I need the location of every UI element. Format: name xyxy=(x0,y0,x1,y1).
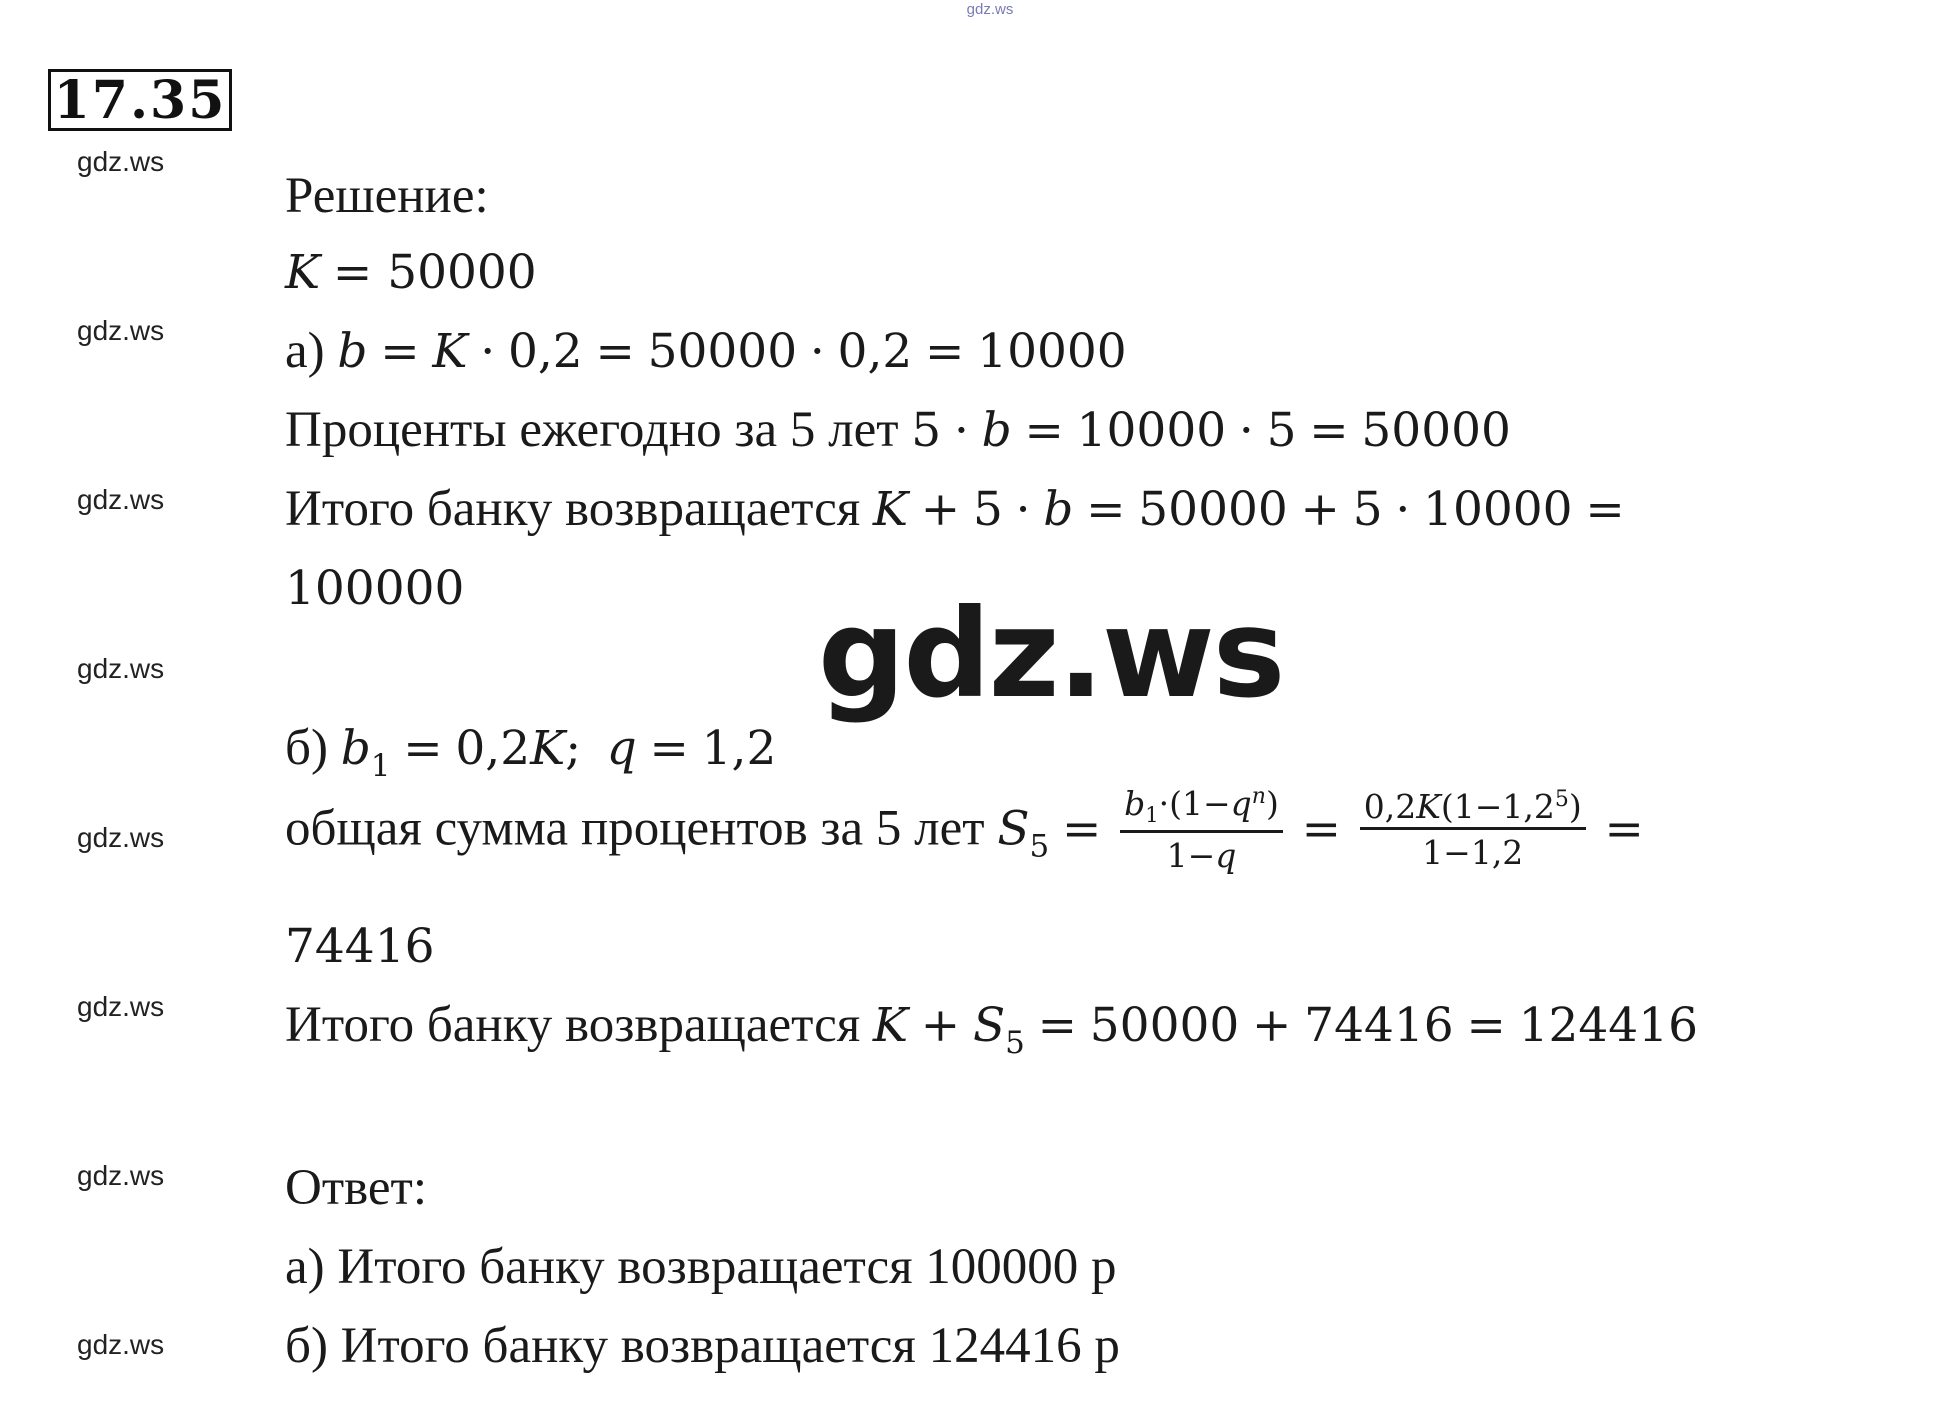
subscript-1: 1 xyxy=(370,748,391,784)
capital: 50000 xyxy=(1138,482,1288,537)
total-b-value: 124416 xyxy=(1518,998,1698,1053)
equals: = xyxy=(649,721,689,776)
total-a-value: 100000 xyxy=(285,561,465,616)
plus: + xyxy=(920,482,961,537)
var-k: K xyxy=(872,482,909,537)
equals: = xyxy=(1037,998,1078,1053)
var-b: b xyxy=(981,403,1012,458)
side-watermark: gdz.ws xyxy=(77,1329,165,1360)
var-k: K xyxy=(432,324,468,379)
equals: = xyxy=(403,721,443,776)
yearly-interest-line xyxy=(285,402,1511,458)
side-watermark: gdz.ws xyxy=(77,484,165,515)
total-text: Итого банку возвращается xyxy=(285,481,861,537)
var-s: S xyxy=(972,998,1006,1053)
equals: = xyxy=(1301,801,1341,857)
part-a-line xyxy=(285,323,1127,379)
fraction-denominator: 1−1,2 xyxy=(1422,833,1524,872)
five: 5 xyxy=(911,403,942,458)
equals: = xyxy=(1604,801,1644,857)
var-b: b xyxy=(1043,482,1074,537)
capital-value: = 50000 xyxy=(332,245,537,300)
equals: = xyxy=(1309,403,1349,458)
total-a-result xyxy=(285,563,464,614)
side-watermark: gdz.ws xyxy=(77,315,165,346)
total-text: Итого банку возвращается xyxy=(285,997,861,1053)
answer-b: б) Итого банку возвращается 124416 р xyxy=(285,1318,1120,1374)
capital-line xyxy=(285,247,537,298)
mult: · xyxy=(1238,403,1254,458)
side-watermark: gdz.ws xyxy=(77,146,165,177)
part-b-label: б) xyxy=(285,720,328,776)
mult: · xyxy=(1395,482,1411,537)
equals: = xyxy=(1086,482,1126,537)
side-watermark: gdz.ws xyxy=(77,653,165,684)
part-b-line: б) $b_1 = 0,2K$; q = 1,2 xyxy=(285,720,777,784)
yearly-text: Проценты ежегодно за 5 лет xyxy=(285,402,899,458)
sum-value: 74416 xyxy=(1304,998,1454,1053)
rate: 0,2 xyxy=(455,721,531,776)
sum-result xyxy=(285,921,435,972)
subscript-5: 5 xyxy=(1005,1025,1025,1061)
five: 5 xyxy=(972,482,1003,537)
q-value: 1,2 xyxy=(701,721,777,776)
b-value: 10000 xyxy=(977,324,1127,379)
var-s: S xyxy=(997,801,1030,857)
var-q: q xyxy=(606,721,637,776)
var-k: K xyxy=(530,721,566,776)
fraction-numerator: $0,2K(1-1,2^5)$ xyxy=(1360,789,1586,830)
capital: 50000 xyxy=(1361,403,1511,458)
geometric-sum-fraction xyxy=(1120,784,1283,875)
sum-text: общая сумма процентов за 5 лет xyxy=(285,800,985,857)
plus: + xyxy=(1252,998,1292,1053)
side-watermark: gdz.ws xyxy=(77,822,165,853)
mult: · xyxy=(953,403,969,458)
plus: + xyxy=(920,998,961,1053)
var-b: b xyxy=(337,324,368,379)
task-number-box: 17.35 xyxy=(48,69,232,131)
capital: 50000 xyxy=(647,324,798,379)
equals: = xyxy=(1585,482,1625,537)
center-watermark: gdz.ws xyxy=(818,583,1284,725)
five: 5 xyxy=(1352,482,1383,537)
rate: 0,2 xyxy=(507,324,583,379)
side-watermark: gdz.ws xyxy=(77,1160,165,1191)
part-a-label: а) xyxy=(285,323,325,379)
fraction-denominator: 1−q xyxy=(1166,836,1237,875)
mult: · xyxy=(480,324,496,379)
var-k: K xyxy=(285,245,321,300)
mult: · xyxy=(809,324,825,379)
equals: = xyxy=(595,324,635,379)
sum-formula-line xyxy=(285,784,1644,876)
subscript-5: 5 xyxy=(1029,828,1050,865)
equals: = xyxy=(1466,998,1506,1053)
five: 5 xyxy=(1266,403,1297,458)
equals: = xyxy=(1062,801,1102,857)
plus: + xyxy=(1300,482,1340,537)
var-b1: b xyxy=(340,721,371,776)
side-watermark: gdz.ws xyxy=(77,991,165,1022)
mult: · xyxy=(1015,482,1031,537)
sum-value: 74416 xyxy=(285,919,435,974)
equals: = xyxy=(1024,403,1064,458)
answer-heading: Ответ: xyxy=(285,1160,427,1216)
b-value: 10000 xyxy=(1076,403,1227,458)
fraction-numerator: $b_1\cdot(1-q^n)$ xyxy=(1120,786,1283,833)
rate: 0,2 xyxy=(837,324,913,379)
top-watermark: gdz.ws xyxy=(966,1,1014,18)
equals: = xyxy=(925,324,965,379)
solution-heading: Решение: xyxy=(285,168,489,224)
capital: 50000 xyxy=(1089,998,1240,1053)
numeric-sum-fraction xyxy=(1360,787,1586,872)
answer-a: а) Итого банку возвращается 100000 р xyxy=(285,1239,1117,1295)
var-k: K xyxy=(872,998,909,1053)
b-value: 10000 xyxy=(1423,482,1573,537)
equals: = xyxy=(380,324,420,379)
total-b-line xyxy=(285,997,1698,1061)
total-a-line xyxy=(285,481,1625,537)
